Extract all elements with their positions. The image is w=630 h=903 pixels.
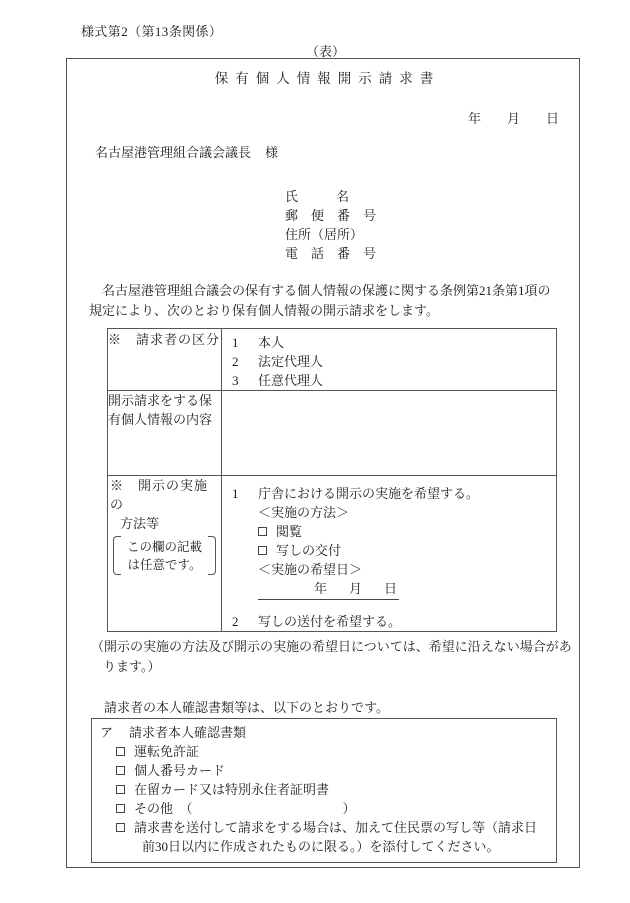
option-number: 1 bbox=[232, 335, 239, 350]
desired-date-year-label: 年 bbox=[314, 581, 328, 596]
applicant-type-option[interactable] bbox=[232, 333, 556, 352]
identification-item-other[interactable] bbox=[100, 799, 548, 818]
identification-item-other-suffix: ） bbox=[342, 801, 356, 816]
checkbox-icon[interactable] bbox=[116, 766, 125, 775]
identification-item-my-number-card[interactable] bbox=[100, 761, 548, 780]
option-label: 法定代理人 bbox=[258, 354, 324, 369]
applicant-field-phone: 電 話 番 号 bbox=[285, 246, 377, 261]
table-row-info-content bbox=[108, 391, 557, 476]
checkbox-icon[interactable] bbox=[258, 527, 267, 536]
option-label: 任意代理人 bbox=[258, 373, 324, 388]
option-label: 本人 bbox=[258, 335, 285, 350]
disclosure-method-title-line2: 方法等 bbox=[120, 516, 160, 531]
form-number-label: 様式第2（第13条関係） bbox=[81, 24, 223, 39]
checkbox-icon[interactable] bbox=[116, 747, 125, 756]
identification-item-residence-card[interactable] bbox=[100, 780, 548, 799]
identification-documents-box bbox=[91, 718, 557, 863]
statute-paragraph: 名古屋港管理組合議会の保有する個人情報の保護に関する条例第21条第1項の規定により、次のとおり保有個人情報の開示請求をします。 bbox=[89, 283, 551, 318]
applicant-type-options-cell[interactable] bbox=[222, 329, 557, 391]
addressee-honorific: 様 bbox=[265, 145, 279, 160]
applicant-field-postal: 郵 便 番 号 bbox=[285, 208, 377, 223]
applicant-name-label-b: 名 bbox=[336, 189, 350, 204]
desired-date-blank[interactable] bbox=[258, 579, 399, 600]
method-checkbox-label: 写しの交付 bbox=[276, 543, 342, 558]
document-title: 保有個人情報開示請求書 bbox=[214, 71, 441, 86]
identification-item-label: 在留カード又は特別永住者証明書 bbox=[134, 782, 330, 797]
checkbox-icon[interactable] bbox=[116, 823, 125, 832]
spacer bbox=[232, 600, 556, 612]
method-checkbox-row-copy[interactable] bbox=[232, 541, 556, 560]
applicant-info-block bbox=[285, 187, 376, 263]
method-option-1-label: 庁舎における開示の実施を希望する。 bbox=[258, 486, 480, 501]
checkbox-icon[interactable] bbox=[258, 546, 267, 555]
method-option-2-number: 2 bbox=[232, 614, 239, 629]
addressee-name: 名古屋港管理組合議会議長 bbox=[95, 145, 252, 160]
disclosure-method-header bbox=[108, 476, 222, 632]
identification-item-mail-request-line2: 前30日以内に作成されたものに限る。）を添付してください。 bbox=[142, 839, 500, 854]
date-day-label: 日 bbox=[545, 111, 559, 126]
identification-item-other-prefix: その他 （ bbox=[134, 801, 193, 816]
info-content-input-cell[interactable] bbox=[222, 391, 557, 476]
method-heading: ＜実施の方法＞ bbox=[258, 505, 350, 520]
identification-lead-text: 請求者の本人確認書類等は、以下のとおりです。 bbox=[104, 700, 389, 715]
desired-date-month-label: 月 bbox=[349, 581, 363, 596]
info-content-header-line2: 有個人情報の内容 bbox=[108, 412, 213, 427]
checkbox-icon[interactable] bbox=[116, 785, 125, 794]
date-year-label: 年 bbox=[467, 111, 481, 126]
optional-field-note bbox=[112, 535, 217, 576]
option-number: 2 bbox=[232, 354, 239, 369]
addressee-line bbox=[95, 142, 278, 161]
form-inner-content bbox=[67, 59, 581, 869]
omote-side-label: （表） bbox=[306, 44, 346, 59]
disclosure-method-options-cell[interactable] bbox=[222, 476, 557, 632]
disclosure-method-option-list bbox=[222, 476, 556, 631]
desired-date-input-row[interactable] bbox=[232, 579, 556, 600]
applicant-field-name bbox=[285, 187, 376, 206]
identification-section-title: 請求者本人確認書類 bbox=[129, 725, 247, 740]
date-month-label: 月 bbox=[506, 111, 520, 126]
identification-section-header bbox=[100, 723, 548, 742]
optional-note-line1: この欄の記載 bbox=[126, 540, 202, 554]
method-option-2[interactable] bbox=[232, 612, 556, 631]
option-number: 3 bbox=[232, 373, 239, 388]
checkbox-icon[interactable] bbox=[116, 804, 125, 813]
applicant-name-label-a: 氏 bbox=[285, 189, 299, 204]
info-content-header bbox=[108, 391, 222, 476]
applicant-type-option-list bbox=[222, 329, 556, 390]
identification-item-label: 運転免許証 bbox=[134, 744, 200, 759]
method-checkbox-label: 閲覧 bbox=[276, 524, 303, 539]
request-details-table bbox=[107, 328, 557, 632]
identification-item-drivers-license[interactable] bbox=[100, 742, 548, 761]
identification-item-label: 個人番号カード bbox=[134, 763, 226, 778]
applicant-type-option[interactable] bbox=[232, 371, 556, 390]
applicant-field-address: 住所（居所） bbox=[285, 227, 364, 242]
optional-note-line2: は任意です。 bbox=[127, 558, 202, 572]
identification-item-label-line1: 請求書を送付して請求をする場合は、加えて住民票の写し等（請求日 bbox=[134, 820, 538, 835]
identification-item-mail-request[interactable] bbox=[100, 818, 548, 837]
disclosure-method-title bbox=[108, 476, 221, 533]
info-content-header-line1: 開示請求をする保 bbox=[108, 393, 213, 408]
method-option-2-label: 写しの送付を希望する。 bbox=[258, 614, 402, 629]
table-row-disclosure-method bbox=[108, 476, 557, 632]
caution-note: （開示の実施の方法及び開示の実施の希望日については、希望に沿えない場合があります。） bbox=[91, 639, 572, 674]
disclosure-method-title-line1: ※ 開示の実施の bbox=[110, 478, 209, 512]
method-option-1-number: 1 bbox=[232, 486, 239, 501]
applicant-type-header: ※ 請求者の区分 bbox=[108, 329, 222, 391]
desired-date-day-label: 日 bbox=[384, 581, 398, 596]
submission-date-line bbox=[468, 108, 559, 127]
method-option-1[interactable] bbox=[232, 484, 556, 503]
applicant-type-option[interactable] bbox=[232, 352, 556, 371]
desired-date-heading: ＜実施の希望日＞ bbox=[258, 562, 363, 577]
identification-section-marker: ア bbox=[100, 725, 114, 740]
form-outer-frame bbox=[66, 58, 580, 868]
table-row-applicant-type bbox=[108, 329, 557, 391]
method-checkbox-row-viewing[interactable] bbox=[232, 522, 556, 541]
